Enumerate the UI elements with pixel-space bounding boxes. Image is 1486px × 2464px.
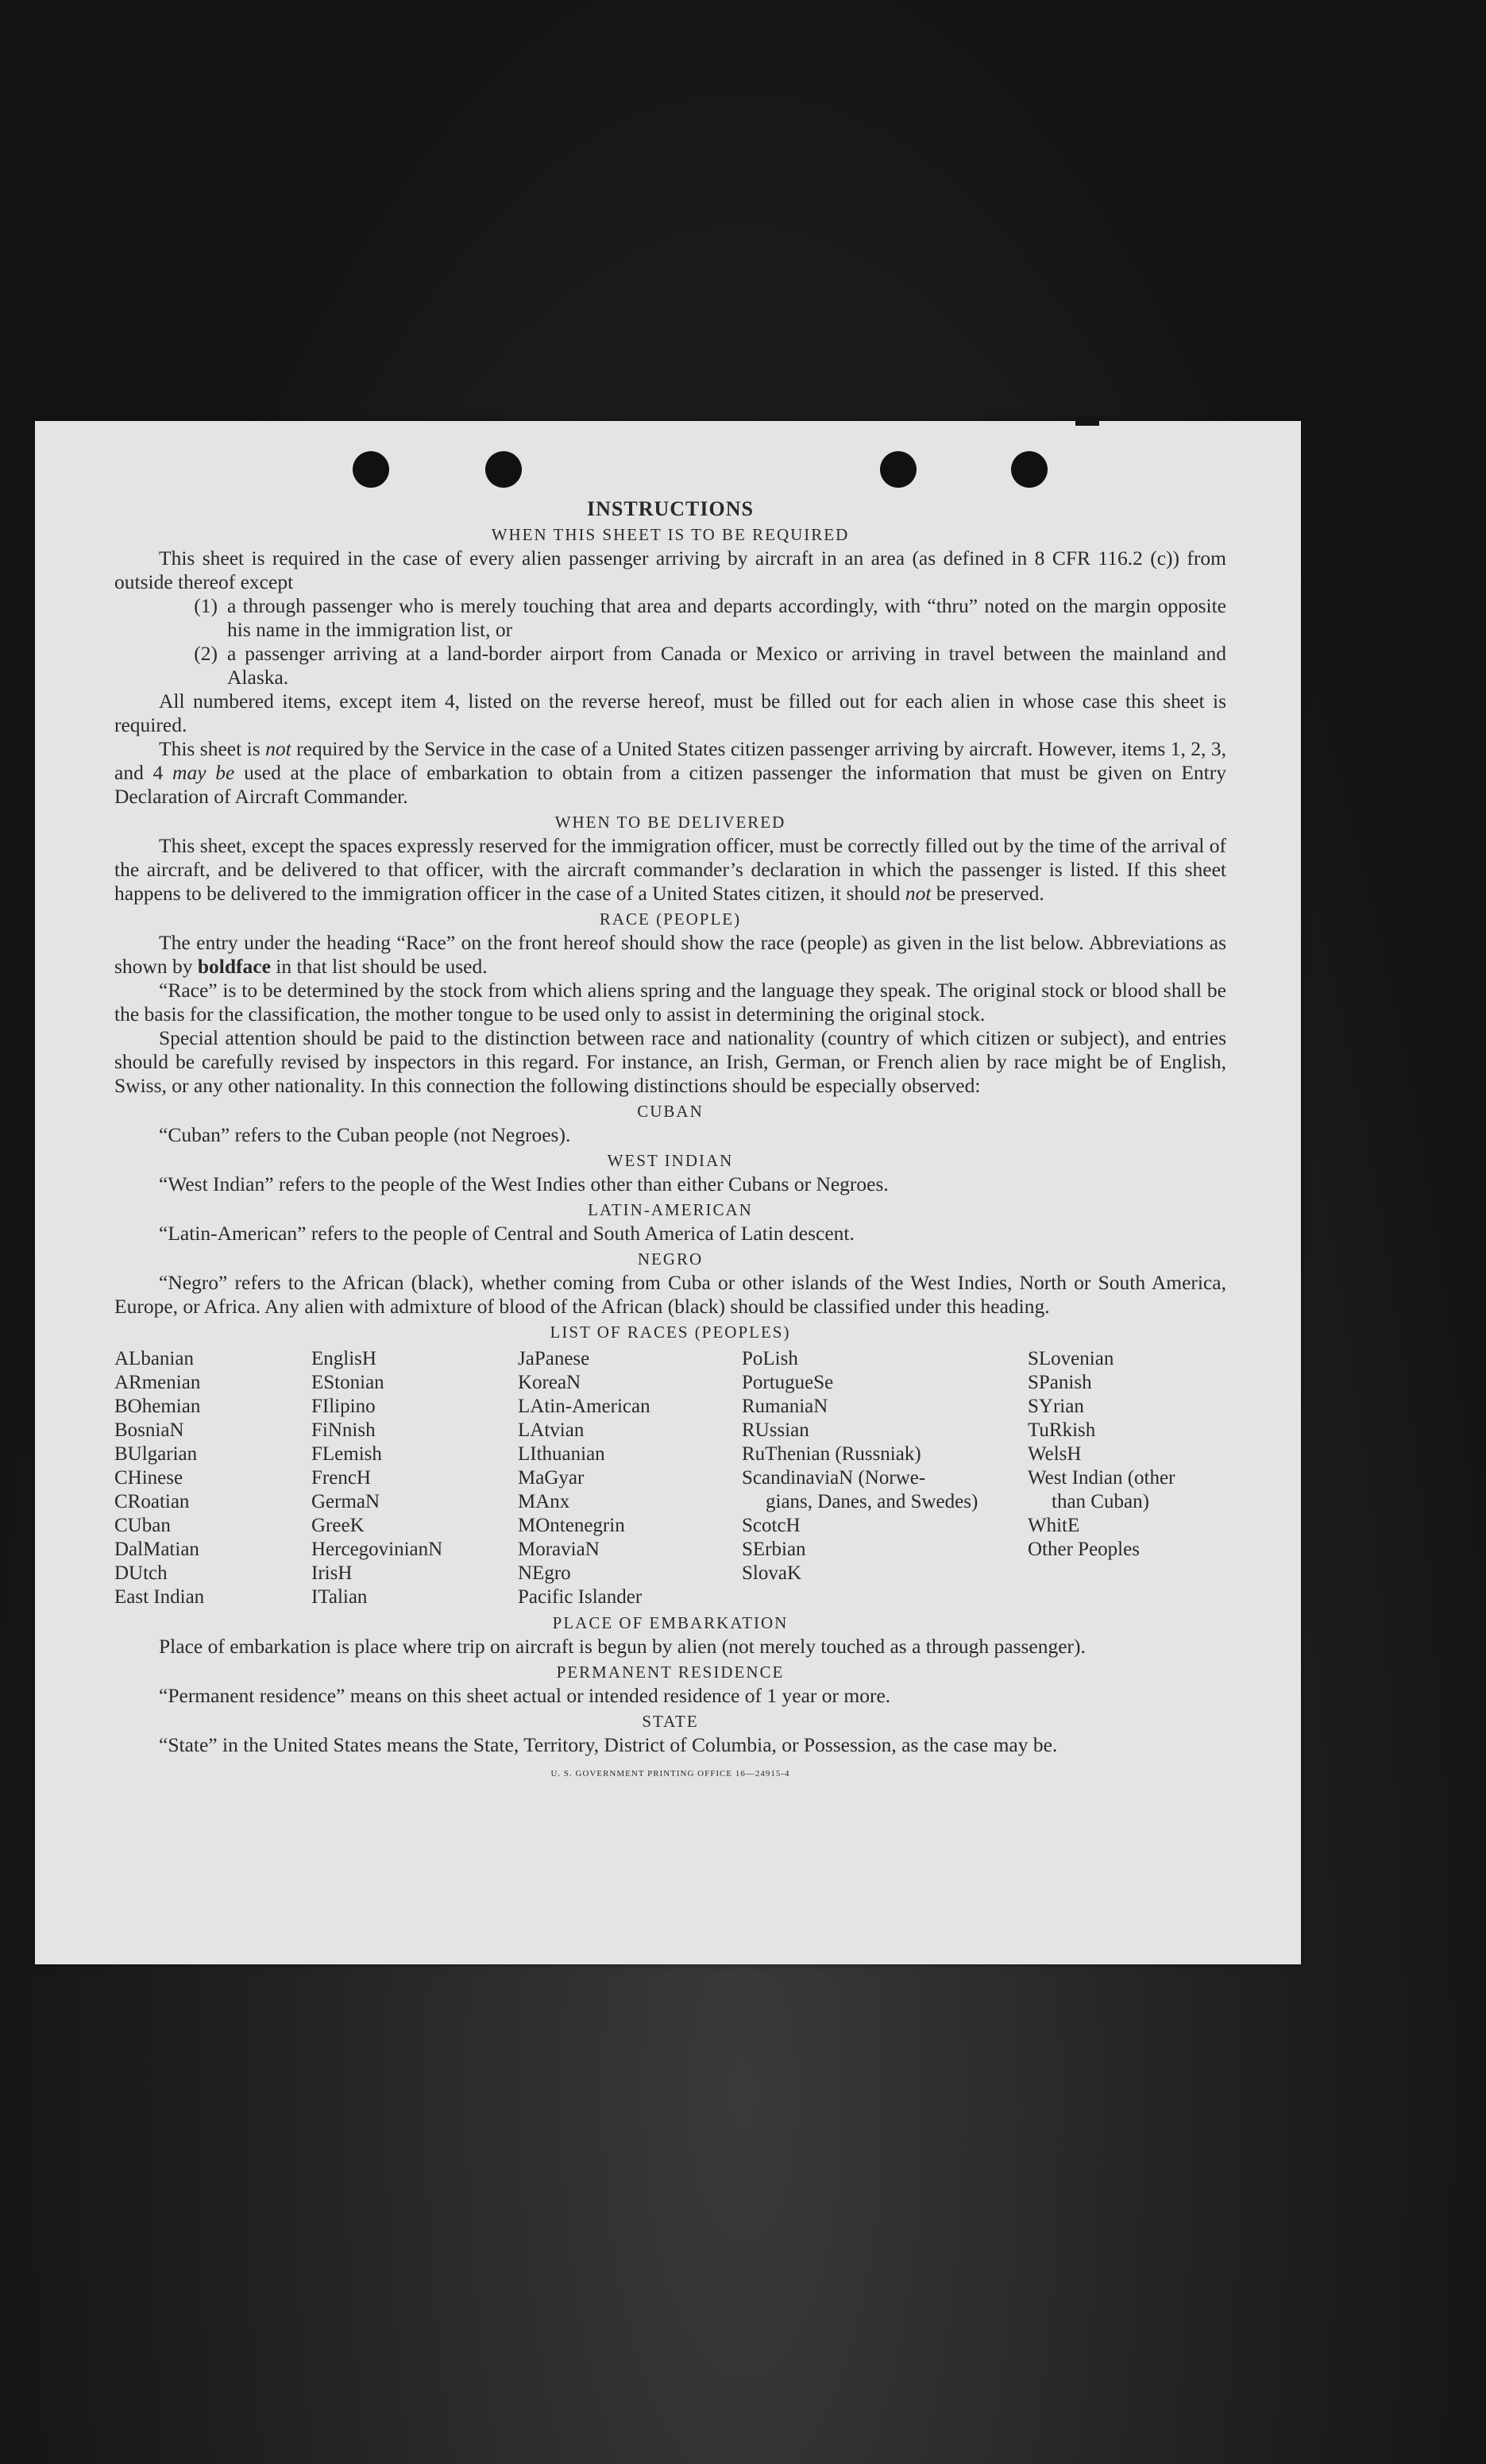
punch-hole <box>485 451 522 488</box>
race-entry: DUtch <box>114 1562 168 1584</box>
paragraph: “Negro” refers to the African (black), whether coming from Cuba or other islands of the West Indies, North or South America, Europe, or Africa. Any alien with admixture of blood of the African (black) should be classified under this heading. <box>114 1271 1226 1318</box>
item-text: a through passenger who is merely touching that area and departs accordingly, with “thru” noted on the margin opposite his name in the immigration list, or <box>227 594 1226 641</box>
sheet-tab-mark <box>1075 416 1099 426</box>
paragraph <box>114 931 1226 979</box>
race-entry: ALbanian <box>114 1348 194 1369</box>
race-entry: ScotcH <box>742 1515 801 1536</box>
list-item <box>114 594 1226 642</box>
list-item <box>114 642 1226 689</box>
race-entry: EStonian <box>311 1372 384 1393</box>
paragraph: “State” in the United States means the State, Territory, District of Columbia, or Possession, as the case may be. <box>159 1733 1058 1756</box>
race-entry: ARmenian <box>114 1372 201 1393</box>
race-entry: GreeK <box>311 1515 365 1536</box>
paragraph: All numbered items, except item 4, listed on the reverse hereof, must be filled out for each alien in whose case this sheet is required. <box>114 689 1226 736</box>
race-entry: PortugueSe <box>742 1372 834 1393</box>
races-column <box>1028 1347 1226 1609</box>
race-entry: CUban <box>114 1515 171 1536</box>
text-run: The entry under the heading “Race” on the front hereof should show the race (people) as given in the list below. Abbreviations as shown by <box>114 931 1226 978</box>
paragraph: “Cuban” refers to the Cuban people (not Negroes). <box>159 1123 571 1146</box>
race-entry: NEgro <box>518 1562 571 1584</box>
text-run: used at the place of embarkation to obtain from a citizen passenger the information that must be given on Entry Declaration of Aircraft Commander. <box>114 761 1226 808</box>
text-run: in that list should be used. <box>270 955 488 978</box>
race-entry: LAtvian <box>518 1419 585 1441</box>
race-entry: MOntenegrin <box>518 1515 625 1536</box>
text-run: required by the Service in the case of a United States citizen passenger arriving by aircraft. However, items 1, 2, 3, and 4 <box>114 737 1226 784</box>
section-heading: RACE (PEOPLE) <box>599 910 742 929</box>
race-entry: FiNnish <box>311 1419 376 1441</box>
emphasis: may be <box>172 761 235 784</box>
race-entry: SlovaK <box>742 1562 801 1584</box>
section-heading: LIST OF RACES (PEOPLES) <box>550 1323 791 1342</box>
section-heading: WHEN THIS SHEET IS TO BE REQUIRED <box>491 525 850 544</box>
race-entry: ITalian <box>311 1586 368 1608</box>
race-entry: WelsH <box>1028 1443 1082 1465</box>
races-column <box>114 1347 311 1609</box>
race-entry: CHinese <box>114 1467 183 1489</box>
race-entry: MaGyar <box>518 1467 585 1489</box>
punch-hole <box>1011 451 1048 488</box>
paragraph: Special attention should be paid to the distinction between race and nationality (country of which citizen or subject), and entries should be carefully revised by inspectors in this regard. For instance, an Irish, German, or French alien by race might be of English, Swiss, or any other nationality. In this connection the following distinctions should be especially observed: <box>114 1026 1226 1097</box>
race-entry: DalMatian <box>114 1539 199 1560</box>
race-entry: Pacific Islander <box>518 1586 643 1608</box>
paragraph <box>114 737 1226 809</box>
race-entry: IrisH <box>311 1562 353 1584</box>
section-heading: LATIN-AMERICAN <box>588 1200 753 1219</box>
races-list <box>114 1347 1226 1609</box>
bold-text: boldface <box>197 955 271 978</box>
race-entry: MoraviaN <box>518 1539 600 1560</box>
race-entry: WhitE <box>1028 1515 1080 1536</box>
race-entry: RumaniaN <box>742 1396 828 1417</box>
race-entry: TuRkish <box>1028 1419 1096 1441</box>
item-number: (1) <box>194 594 218 617</box>
item-number: (2) <box>194 642 218 665</box>
sheet-content <box>114 497 1226 1794</box>
race-entry: ScandinaviaN (Norwe- <box>742 1467 926 1489</box>
emphasis: not <box>265 737 291 760</box>
race-entry: FLemish <box>311 1443 382 1465</box>
paragraph: “Permanent residence” means on this sheet actual or intended residence of 1 year or more. <box>159 1684 891 1707</box>
race-entry-continuation: gians, Danes, and Swedes) <box>766 1491 978 1512</box>
race-entry: RuThenian (Russniak) <box>742 1443 921 1465</box>
item-text: a passenger arriving at a land-border airport from Canada or Mexico or arriving in travel between the mainland and Alaska. <box>227 642 1226 689</box>
race-entry: FrencH <box>311 1467 371 1489</box>
race-entry: LIthuanian <box>518 1443 605 1465</box>
race-entry: EnglisH <box>311 1348 376 1369</box>
section-heading: PERMANENT RESIDENCE <box>556 1663 785 1682</box>
punch-hole <box>353 451 389 488</box>
race-entry: RUssian <box>742 1419 809 1441</box>
races-column <box>518 1347 742 1609</box>
paragraph: “Latin-American” refers to the people of Central and South America of Latin descent. <box>159 1222 855 1245</box>
race-entry: SErbian <box>742 1539 806 1560</box>
text-run: This sheet is <box>159 737 266 760</box>
text-run: This sheet, except the spaces expressly reserved for the immigration officer, must be correctly filled out by the time of the arrival of the aircraft, and be delivered to that officer, with the aircraft commander’s declaration in which the passenger is listed. If this sheet happens to be delivered to the immigration officer in the case of a United States citizen, it should <box>114 834 1226 905</box>
race-entry: BosniaN <box>114 1419 184 1441</box>
document-title: INSTRUCTIONS <box>587 497 754 520</box>
race-entry: FIlipino <box>311 1396 376 1417</box>
paragraph: Place of embarkation is place where trip on aircraft is begun by alien (not merely touched as a through passenger). <box>159 1635 1086 1658</box>
race-entry: East Indian <box>114 1586 205 1608</box>
race-entry: PoLish <box>742 1348 798 1369</box>
section-heading: STATE <box>642 1712 699 1731</box>
race-entry: West Indian (other <box>1028 1467 1175 1489</box>
races-column <box>742 1347 1028 1609</box>
text-run: be preserved. <box>931 882 1044 905</box>
section-heading: WHEN TO BE DELIVERED <box>554 813 786 832</box>
race-entry: Other Peoples <box>1028 1539 1140 1560</box>
printer-imprint: U. S. GOVERNMENT PRINTING OFFICE 16—24915-4 <box>550 1769 790 1778</box>
instruction-sheet <box>35 421 1301 1964</box>
paragraph: “West Indian” refers to the people of the West Indies other than either Cubans or Negroes. <box>159 1172 889 1195</box>
race-entry: LAtin-American <box>518 1396 650 1417</box>
race-entry: SYrian <box>1028 1396 1084 1417</box>
punch-hole <box>880 451 917 488</box>
paragraph: This sheet is required in the case of every alien passenger arriving by aircraft in an area (as defined in 8 CFR 116.2 (c)) from outside thereof except <box>114 546 1226 593</box>
race-entry: JaPanese <box>518 1348 590 1369</box>
race-entry: KoreaN <box>518 1372 581 1393</box>
race-entry: CRoatian <box>114 1491 190 1512</box>
race-entry: GermaN <box>311 1491 380 1512</box>
race-entry: SPanish <box>1028 1372 1092 1393</box>
races-column <box>311 1347 518 1609</box>
emphasis: not <box>905 882 932 905</box>
section-heading: WEST INDIAN <box>607 1151 734 1170</box>
paragraph: “Race” is to be determined by the stock from which aliens spring and the language they speak. The original stock or blood shall be the basis for the classification, the mother tongue to be used only to assist in determining the original stock. <box>114 979 1226 1025</box>
section-heading: NEGRO <box>637 1249 704 1269</box>
race-entry: BUlgarian <box>114 1443 198 1465</box>
section-heading: CUBAN <box>637 1102 704 1121</box>
race-entry: MAnx <box>518 1491 570 1512</box>
race-entry: HercegovinianN <box>311 1539 443 1560</box>
race-entry: BOhemian <box>114 1396 201 1417</box>
race-entry-continuation: than Cuban) <box>1052 1491 1149 1512</box>
paragraph <box>114 834 1226 906</box>
section-heading: PLACE OF EMBARKATION <box>552 1613 789 1632</box>
race-entry: SLovenian <box>1028 1348 1114 1369</box>
